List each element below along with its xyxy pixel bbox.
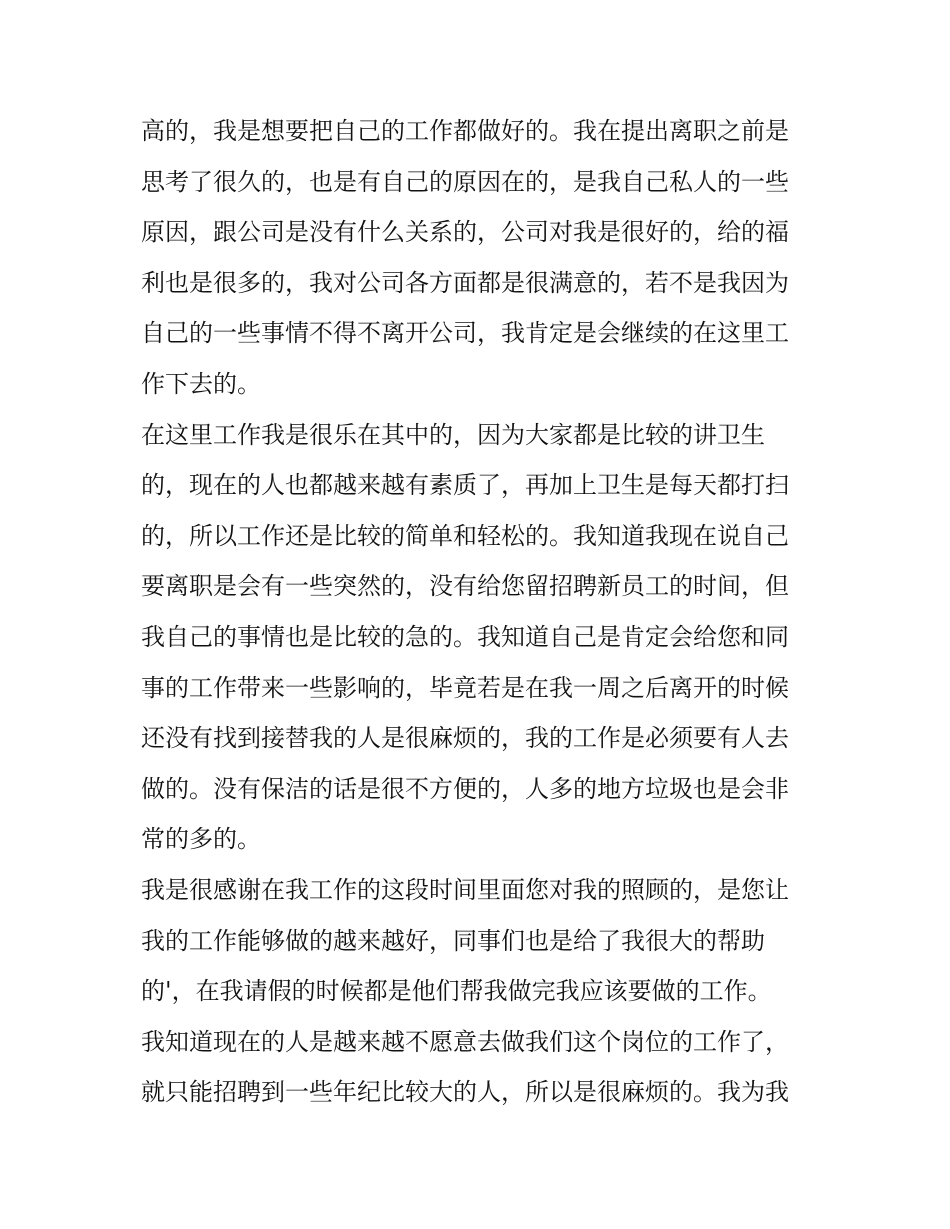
- text-line: 事的工作带来一些影响的，毕竟若是在我一周之后离开的时候: [141, 673, 789, 702]
- text-line: 我的工作能够做的越来越好，同事们也是给了我很大的帮助: [141, 926, 765, 955]
- text-line: 思考了很久的，也是有自己的原因在的，是我自己私人的一些: [141, 167, 789, 196]
- text-line: 作下去的。: [141, 369, 261, 398]
- text-line: 我是很感谢在我工作的这段时间里面您对我的照顾的，是您让: [141, 875, 789, 904]
- body-text: [141, 106, 821, 1118]
- text-line: 我知道现在的人是越来越不愿意去做我们这个岗位的工作了，: [141, 1027, 789, 1056]
- text-line: 高的，我是想要把自己的工作都做好的。我在提出离职之前是: [141, 117, 789, 145]
- text-line: 要离职是会有一些突然的，没有给您留招聘新员工的时间，但: [141, 572, 789, 601]
- text-line: 还没有找到接替我的人是很麻烦的，我的工作是必须要有人去: [141, 724, 789, 753]
- text-line: 原因，跟公司是没有什么关系的，公司对我是很好的，给的福: [141, 218, 789, 247]
- text-line: 自己的一些事情不得不离开公司，我肯定是会继续的在这里工: [141, 319, 789, 348]
- text-line: 常的多的。: [141, 825, 261, 854]
- text-line: 做的。没有保洁的话是很不方便的，人多的地方垃圾也是会非: [141, 774, 789, 803]
- text-line: 的'，在我请假的时候都是他们帮我做完我应该要做的工作。: [141, 977, 772, 1006]
- text-line: 我自己的事情也是比较的急的。我知道自己是肯定会给您和同: [141, 622, 789, 651]
- text-line: 就只能招聘到一些年纪比较大的人，所以是很麻烦的。我为我: [141, 1078, 789, 1107]
- text-line: 的，所以工作还是比较的简单和轻松的。我知道我现在说自己: [141, 521, 789, 550]
- text-line: 的，现在的人也都越来越有素质了，再加上卫生是每天都打扫: [141, 471, 789, 500]
- text-line: 利也是很多的，我对公司各方面都是很满意的，若不是我因为: [141, 268, 789, 297]
- text-line: 在这里工作我是很乐在其中的，因为大家都是比较的讲卫生: [141, 420, 765, 449]
